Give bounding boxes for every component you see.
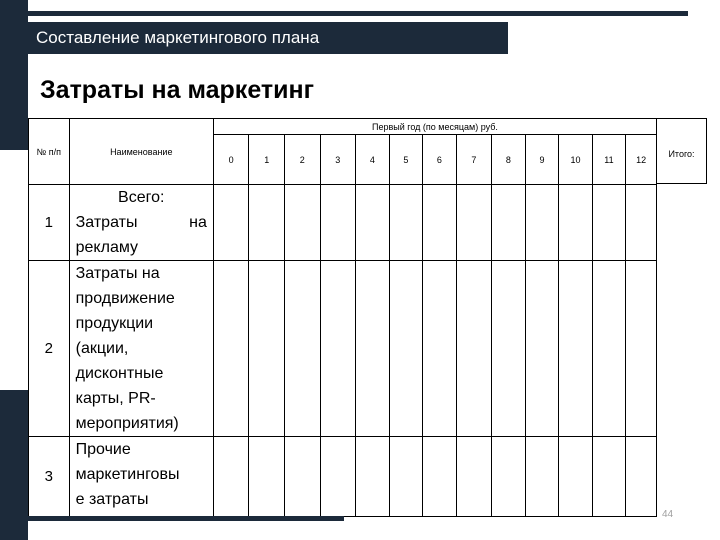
table-cell [559,261,593,437]
month-header: 6 [423,135,457,185]
table-cell [320,261,356,437]
table-row [29,437,657,517]
col-header-total: Итого: [657,118,707,184]
table-cell [626,185,657,261]
month-header: 5 [389,135,423,185]
table-cell [592,261,626,437]
row-name-line: Затраты на [75,265,160,282]
table-cell [559,437,593,517]
table-cell [525,185,559,261]
table-cell [356,261,390,437]
table-cell [284,261,320,437]
table-cell [284,185,320,261]
section-header: Составление маркетингового плана [28,22,508,54]
table-cell [456,185,492,261]
page-title: Затраты на маркетинг [40,76,315,104]
col-header-name: Наименование [69,119,213,185]
table-cell [389,185,423,261]
table-row [29,261,657,437]
row-name-line: продвижение [75,290,175,307]
table-cell [320,437,356,517]
month-header: 8 [492,135,526,185]
table-cell [492,437,526,517]
table-cell [213,185,249,261]
row-name-line: Прочие [75,441,131,458]
month-header: 7 [456,135,492,185]
row-name-line: рекламу [75,239,139,256]
table-cell [284,437,320,517]
month-header: 10 [559,135,593,185]
table-cell [423,261,457,437]
budget-table [28,118,657,517]
top-rule [28,11,688,16]
month-header: 3 [320,135,356,185]
row-name [69,261,213,437]
period-header: Первый год (по месяцам) руб. [213,119,656,135]
month-header: 2 [284,135,320,185]
row-name-line: маркетинговы [75,466,180,483]
row-name-line: карты, PR- [75,390,156,407]
month-header: 11 [592,135,626,185]
row-name-line: дисконтные [75,365,164,382]
table-cell [249,261,285,437]
row-name-line: продукции [75,315,154,332]
month-header: 12 [626,135,657,185]
bottom-rule [28,516,344,521]
table-row [29,185,657,261]
table-cell [525,261,559,437]
row-name-line: е затраты [75,491,149,508]
table-cell [213,261,249,437]
table-cell [626,437,657,517]
row-name-line: Затраты на [75,214,207,231]
page-number: 44 [662,509,674,520]
table-cell [356,185,390,261]
row-number: 1 [29,185,70,261]
row-name-line: (акции, [75,340,129,357]
table-cell [592,185,626,261]
col-header-number: № п/п [29,119,70,185]
month-header: 0 [213,135,249,185]
table-cell [320,185,356,261]
decorative-side-bar [0,0,28,150]
table-cell [213,437,249,517]
table-cell [389,261,423,437]
row-number: 3 [29,437,70,517]
decorative-side-bar-lower [0,390,28,540]
table-cell [492,185,526,261]
month-header: 4 [356,135,390,185]
table-cell [559,185,593,261]
table-cell [423,437,457,517]
table-cell [249,437,285,517]
table-cell [249,185,285,261]
table-cell [423,185,457,261]
month-header: 1 [249,135,285,185]
table-cell [626,261,657,437]
total-row-label: Всего: [118,189,165,206]
row-name-line: мероприятия) [75,415,179,432]
table-cell [389,437,423,517]
row-number: 2 [29,261,70,437]
table-cell [592,437,626,517]
table-cell [456,261,492,437]
table-cell [456,437,492,517]
row-name [69,437,213,517]
table-cell [492,261,526,437]
table-cell [525,437,559,517]
row-name [69,185,213,261]
month-header: 9 [525,135,559,185]
table-cell [356,437,390,517]
